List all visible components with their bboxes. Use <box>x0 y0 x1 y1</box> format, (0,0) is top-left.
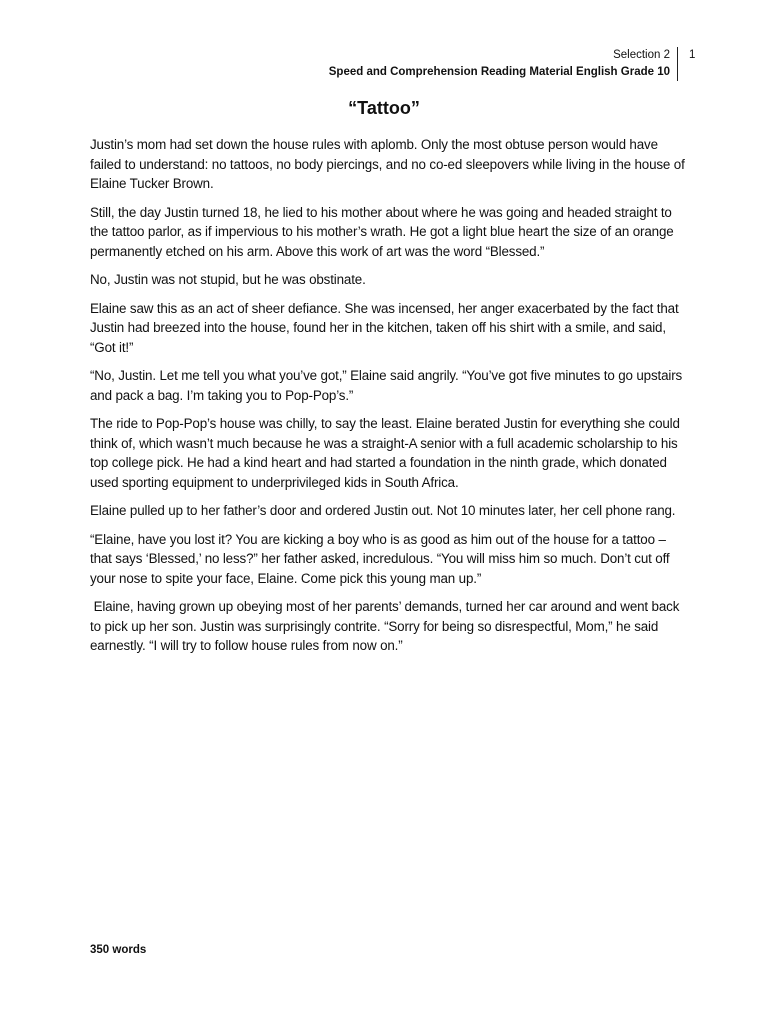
paragraph: The ride to Pop-Pop’s house was chilly, to say the least. Elaine berated Justin for everything she could think of, which wasn’t much because he was a straight-A senior with a full academic scholarship to his top college pick. He had a kind heart and had started a foundation in the ninth grade, which donated used sporting equipment to underprivileged kids in South Africa. <box>90 416 680 490</box>
paragraph: “No, Justin. Let me tell you what you’ve got,” Elaine said angrily. “You’ve got five minutes to go upstairs and pack a bag. I’m taking you to Pop-Pop’s.” <box>90 368 683 403</box>
paragraph: Justin’s mom had set down the house rules with aplomb. Only the most obtuse person would have failed to understand: no tattoos, no body piercings, and no co-ed sleepovers while living in the house of Elaine Tucker Brown. <box>90 137 685 191</box>
paragraph: No, Justin was not stupid, but he was obstinate. <box>90 272 366 287</box>
paragraph: Elaine pulled up to her father’s door and ordered Justin out. Not 10 minutes later, her cell phone rang. <box>90 503 676 518</box>
word-count: 350 words <box>90 944 147 956</box>
paragraph: Elaine saw this as an act of sheer defiance. She was incensed, her anger exacerbated by the fact that Justin had breezed into the house, found her in the kitchen, taken off his shirt with a smile, and said, “Got it!” <box>90 300 679 355</box>
page-header <box>329 47 678 81</box>
paragraph: “Elaine, have you lost it? You are kicking a boy who is as good as him out of the house for a tattoo – that says ‘Blessed,’ no less?” her father asked, incredulous. “You will miss him so much. Don’t cut off your nose to spite your face, Elaine. Come pick this young man up.” <box>90 531 670 586</box>
paragraph: Elaine, having grown up obeying most of her parents’ demands, turned her car around and went back to pick up her son. Justin was surprisingly contrite. “Sorry for being so disrespectful, Mom,” he said earnestly. “I will try to follow house rules from now on.” <box>90 599 683 653</box>
selection-label: Selection 2 <box>613 49 670 61</box>
story-body <box>90 135 690 665</box>
document-subtitle: Speed and Comprehension Reading Material English Grade 10 <box>328 66 670 78</box>
page-number: 1 <box>689 49 696 61</box>
story-title: “Tattoo” <box>348 98 420 118</box>
paragraph: Still, the day Justin turned 18, he lied to his mother about where he was going and headed straight to the tattoo parlor, as if impervious to his mother’s wrath. He got a light blue heart the size of an orange permanently etched on his arm. Above this work of art was the word “Blessed.” <box>90 204 674 259</box>
